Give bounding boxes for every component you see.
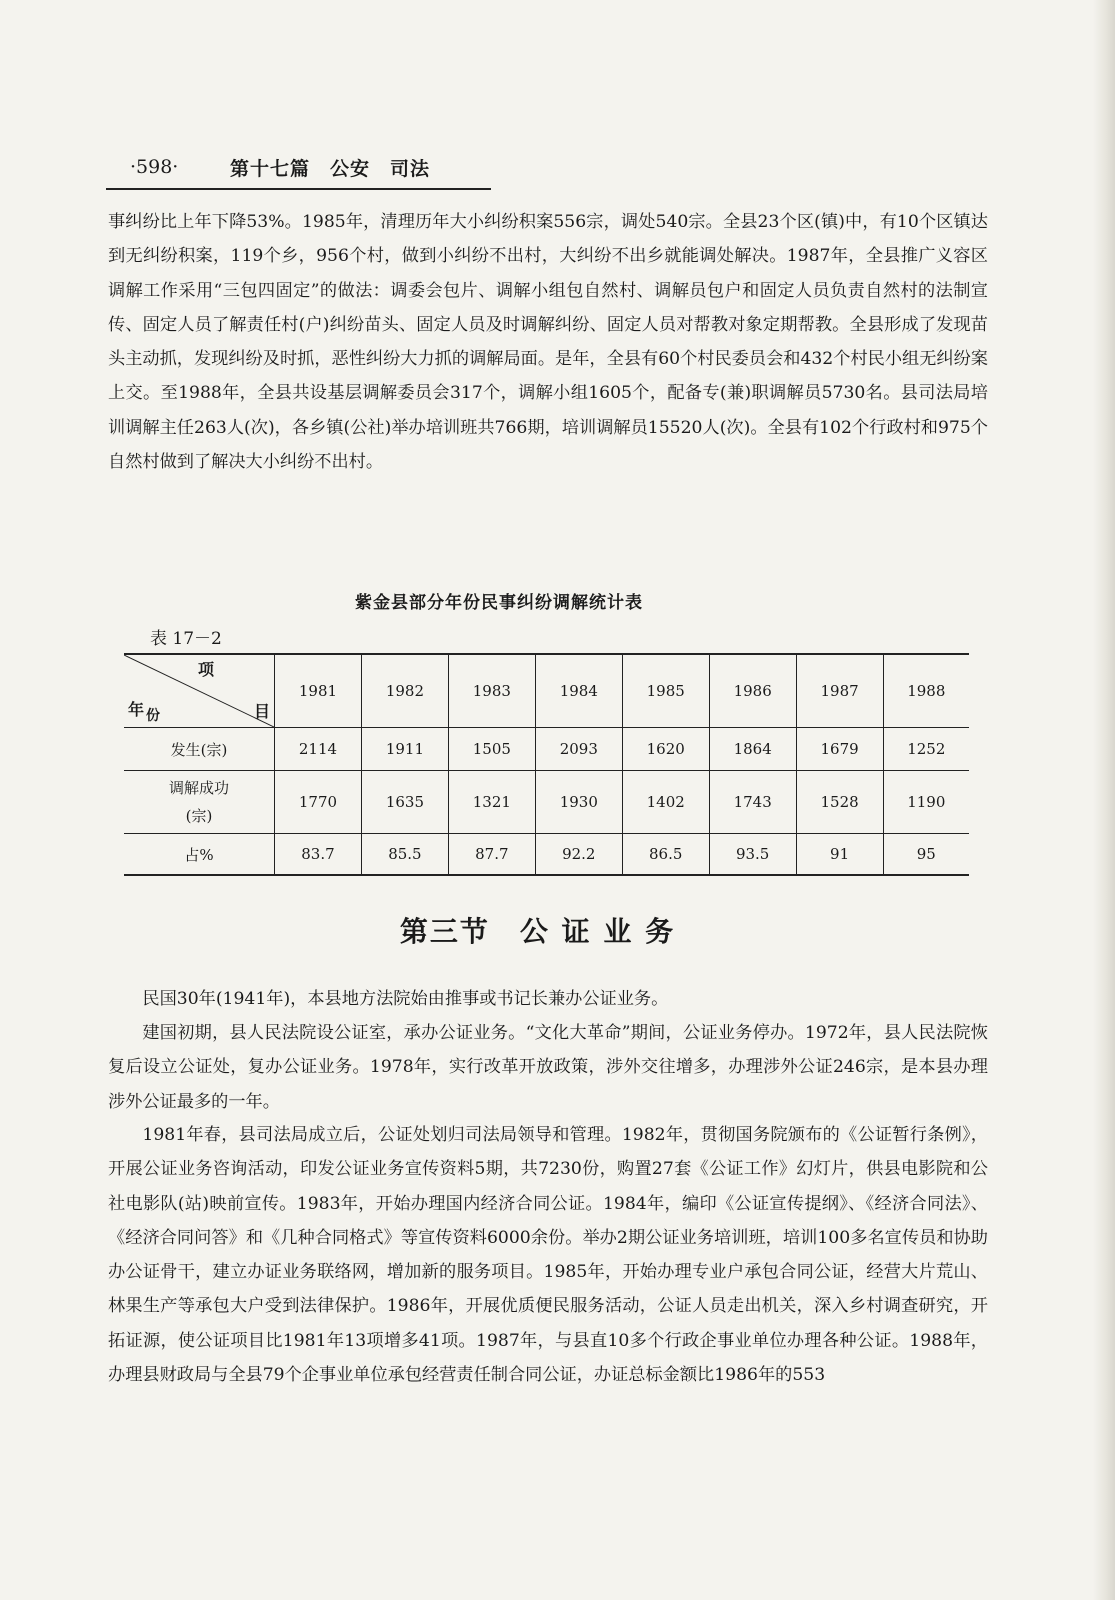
corner-item-bottom: 目 [253,702,270,721]
table-corner-cell [124,654,275,728]
table-cell: 93.5 [709,834,796,876]
corner-year: 年 [128,700,145,719]
table-cell: 2114 [275,728,362,771]
year-header: 1987 [796,654,883,728]
chapter-title: 第十七篇 公安 司法 [230,158,431,180]
year-header: 1984 [535,654,622,728]
table-cell: 86.5 [622,834,709,876]
table-row [124,834,969,876]
paragraph-continued: 事纠纷比上年下降53%。1985年，清理历年大小纠纷积案556宗，调处540宗。全县23个区(镇)中，有10个区镇达到无纠纷积案，119个乡，956个村，做到小纠纷不出村，大纠纷不出乡就能调处解决。1987年，全县推广义容区调解工作采用“三包四固定”的做法：调委会包片、调解小组包自然村、调解员包户和固定人员负责自然村的法制宣传、固定人员了解责任村(户)纠纷苗头、固定人员及时调解纠纷、固定人员对帮教对象定期帮教。全县形成了发现苗头主动抓，发现纠纷及时抓，恶性纠纷大力抓的调解局面。是年，全县有60个村民委员会和432个村民小组无纠纷案上交。至1988年，全县共设基层调解委员会317个，调解小组1605个，配备专(兼)职调解员5730名。县司法局培训调解主任263人(次)，各乡镇(公社)举办培训班共766期，培训调解员15520人(次)。全县有102个行政村和975个自然村做到了解决大小纠纷不出村。 [108,212,988,473]
table-cell: 2093 [535,728,622,771]
table-cell: 83.7 [275,834,362,876]
table-header-row [124,654,969,728]
row-label-line: (宗) [185,807,213,825]
table-cell: 1620 [622,728,709,771]
table-title: 紫金县部分年份民事纠纷调解统计表 [355,593,643,613]
table-cell: 92.2 [535,834,622,876]
year-header: 1988 [883,654,969,728]
table-row [124,728,969,771]
table-row [124,771,969,834]
corner-year-sub: 份 [146,708,160,724]
row-label: 发生(宗) [124,728,275,771]
row-label: 占% [124,834,275,876]
table-cell: 85.5 [361,834,448,876]
row-label [124,771,275,834]
table-cell: 1321 [448,771,535,834]
page-number: ·598· [130,156,179,178]
year-header: 1986 [709,654,796,728]
page-edge-shadow [1093,0,1115,1600]
year-header: 1982 [361,654,448,728]
table-cell: 1679 [796,728,883,771]
section-heading: 第三节 公 证 业 务 [399,915,676,948]
table-cell: 1505 [448,728,535,771]
row-label-line: 调解成功 [168,779,229,797]
table-cell: 1252 [883,728,969,771]
table-cell: 91 [796,834,883,876]
table-cell: 1635 [361,771,448,834]
table-cell: 1864 [709,728,796,771]
section-paragraph: 建国初期，县人民法院设公证室，承办公证业务。“文化大革命”期间，公证业务停办。1972年，县人民法院恢复后设立公证处，复办公证业务。1978年，实行改革开放政策，涉外交往增多，办理涉外公证246宗，是本县办理涉外公证最多的一年。 [108,1023,988,1112]
mediation-stats-table [124,653,969,876]
table-cell: 1402 [622,771,709,834]
year-header: 1983 [448,654,535,728]
table-label: 表 17－2 [150,629,222,649]
table-cell: 95 [883,834,969,876]
section-paragraph: 1981年春，县司法局成立后，公证处划归司法局领导和管理。1982年，贯彻国务院颁布的《公证暂行条例》，开展公证业务咨询活动，印发公证业务宣传资料5期，共7230份，购置27套《公证工作》幻灯片，供县电影院和公社电影队(站)映前宣传。1983年，开始办理国内经济合同公证。1984年，编印《公证宣传提纲》、《经济合同法》、《经济合同问答》和《几种合同格式》等宣传资料6000余份。举办2期公证业务培训班，培训100多名宣传员和协助办公证骨干，建立办证业务联络网，增加新的服务项目。1985年，开始办理专业户承包合同公证，经营大片荒山、林果生产等承包大户受到法律保护。1986年，开展优质便民服务活动，公证人员走出机关，深入乡村调查研究，开拓证源，使公证项目比1981年13项增多41项。1987年，与县直10多个行政企事业单位办理各种公证。1988年，办理县财政局与全县79个企事业单位承包经营责任制合同公证，办证总标金额比1986年的553 [108,1125,988,1386]
corner-item-top: 项 [197,660,214,679]
year-header: 1985 [622,654,709,728]
diagonal-header [124,655,274,727]
table-cell: 1930 [535,771,622,834]
table-cell: 1190 [883,771,969,834]
table-cell: 87.7 [448,834,535,876]
section-paragraph: 民国30年(1941年)，本县地方法院始由推事或书记长兼办公证业务。 [142,989,669,1009]
table-cell: 1911 [361,728,448,771]
table-cell: 1743 [709,771,796,834]
year-header: 1981 [275,654,362,728]
running-header [106,152,491,190]
table-cell: 1528 [796,771,883,834]
table-cell: 1770 [275,771,362,834]
